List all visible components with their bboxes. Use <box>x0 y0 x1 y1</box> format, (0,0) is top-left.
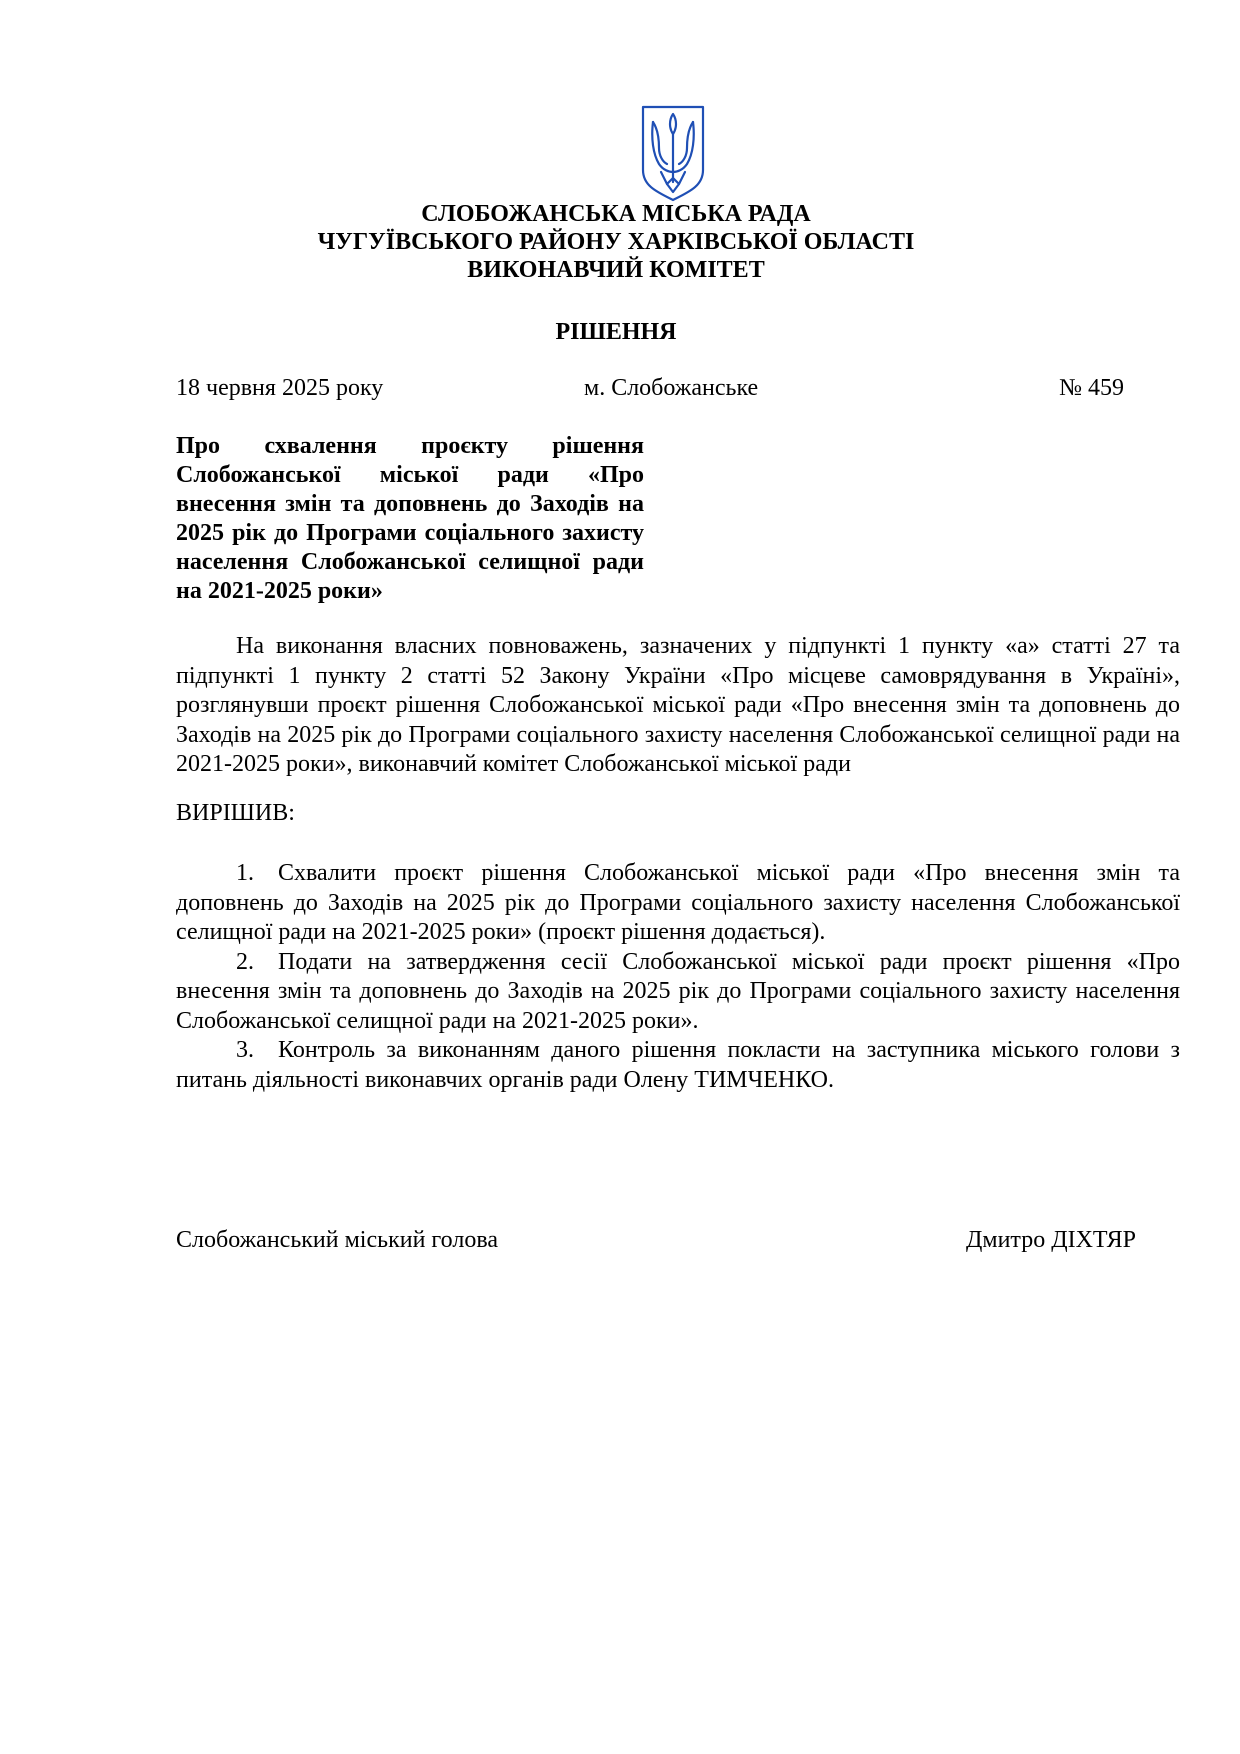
decision-number: № 459 <box>1059 375 1124 401</box>
decision-date: 18 червня 2025 року <box>176 375 384 401</box>
header-line-committee: ВИКОНАВЧИЙ КОМІТЕТ <box>467 257 765 283</box>
signature-block <box>176 1227 1136 1257</box>
resolution-item <box>176 1036 1180 1095</box>
council-header <box>176 200 1056 284</box>
item-number: 3. <box>236 1037 254 1063</box>
resolution-item <box>176 948 1180 1037</box>
header-line-district: ЧУГУЇВСЬКОГО РАЙОНУ ХАРКІВСЬКОЇ ОБЛАСТІ <box>317 229 915 255</box>
resolved-label: ВИРІШИВ: <box>176 800 295 826</box>
trident-coat-of-arms-icon <box>639 104 707 202</box>
decision-place: м. Слобожанське <box>584 375 759 401</box>
signatory-name: Дмитро ДІХТЯР <box>966 1227 1136 1253</box>
item-number: 1. <box>236 860 254 886</box>
resolution-item <box>176 859 1180 948</box>
item-text: Схвалити проєкт рішення Слобожанської міської ради «Про внесення змін та доповнень до Заходів на 2025 рік до Програми соціального захисту населення Слобожанської селищної ради на 2021-2025 роки» (проєкт рішення додається). <box>176 860 1180 945</box>
document-type-title: РІШЕННЯ <box>555 319 677 345</box>
item-number: 2. <box>236 948 254 975</box>
preamble-paragraph: На виконання власних повноважень, зазначених у підпункті 1 пункту «а» статті 27 та підпункті 1 пункту 2 статті 52 Закону України «Про місцеве самоврядування в Україні», розглянувши проєкт рішення Слобожанської міської ради «Про внесення змін та доповнень до Заходів на 2025 рік до Програми соціального захисту населення Слобожанської селищної ради на 2021-2025 роки», виконавчий комітет Слобожанської міської ради <box>176 633 1180 777</box>
signatory-position: Слобожанський міський голова <box>176 1227 498 1253</box>
decision-subject: Про схвалення проєкту рішення Слобожанської міської ради «Про внесення змін та доповнень до Заходів на 2025 рік до Програми соціального захисту населення Слобожанської селищної ради на 2021-2025 роки» <box>176 433 644 604</box>
header-line-council: СЛОБОЖАНСЬКА МІСЬКА РАДА <box>421 201 811 227</box>
resolution-items <box>176 859 1180 1095</box>
item-text: Подати на затвердження сесії Слобожанської міської ради проєкт рішення «Про внесення змін та доповнень до Заходів на 2025 рік до Програми соціального захисту населення Слобожанської селищної ради на 2021-2025 роки». <box>176 948 1180 1034</box>
item-text: Контроль за виконанням даного рішення покласти на заступника міського голови з питань діяльності виконавчих органів ради Олену ТИМЧЕНКО. <box>176 1037 1180 1093</box>
document-meta <box>176 375 1124 405</box>
